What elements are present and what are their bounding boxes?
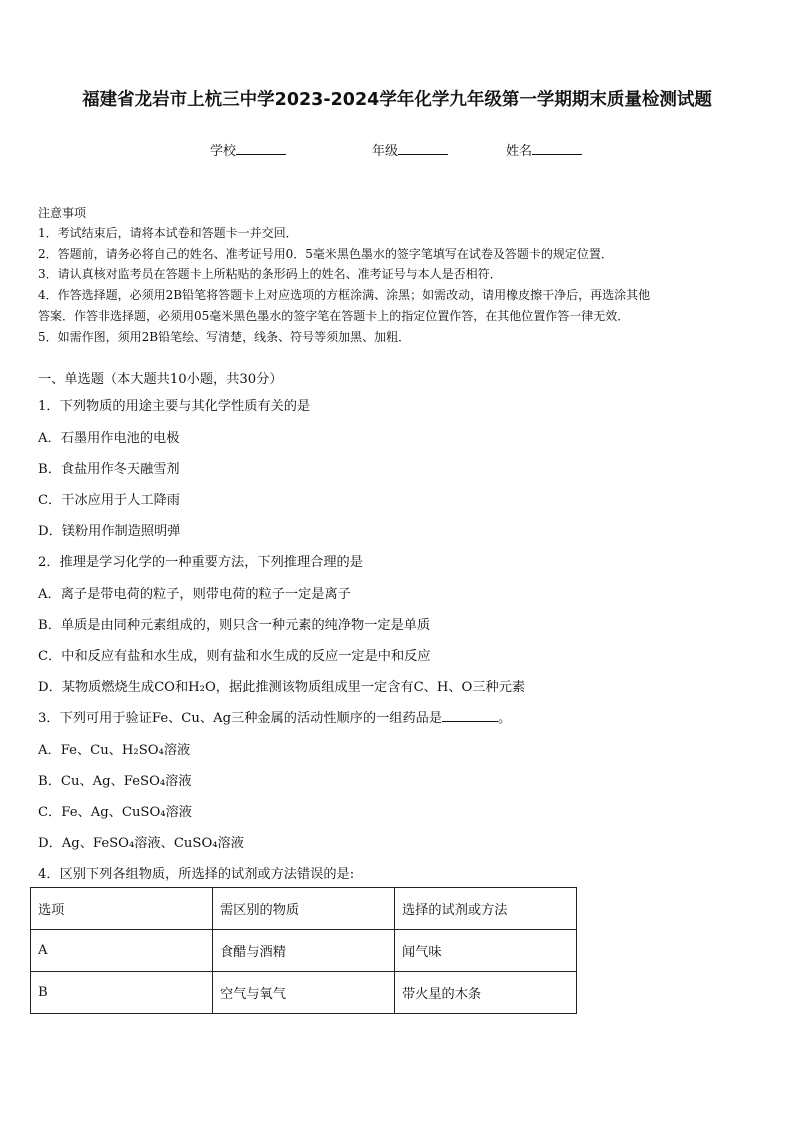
section-heading: 一、单选题（本大题共10小题，共30分）: [38, 372, 283, 387]
question-3-option-a: A．Fe、Cu、H₂SO₄溶液: [38, 743, 191, 758]
notice-heading: 注意事项: [38, 206, 87, 220]
page-title: 福建省龙岩市上杭三中学2023-2024学年化学九年级第一学期期末质量检测试题: [82, 90, 712, 110]
table-cell: 食醋与酒精: [213, 930, 395, 972]
grade-label: 年级: [372, 144, 399, 159]
question-2-option-c: C．中和反应有盐和水生成，则有盐和水生成的反应一定是中和反应: [38, 649, 431, 664]
table-cell: B: [31, 972, 213, 1014]
name-blank: [532, 142, 582, 155]
notice-item: 2．答题前，请务必将自己的姓名、准考证号用0．5毫米黑色墨水的签字笔填写在试卷及答题卡的规定位置．: [38, 247, 613, 261]
notice-item: 1．考试结束后，请将本试卷和答题卡一并交回．: [38, 226, 298, 240]
question-3-stem-line: [38, 707, 511, 726]
question-3-stem-end: 。: [498, 711, 512, 726]
table-cell: 闻气味: [395, 930, 577, 972]
name-field: [506, 140, 582, 159]
table-row: [31, 972, 577, 1014]
table-header-cell: 选择的试剂或方法: [395, 888, 577, 930]
question-1-option-d: D．镁粉用作制造照明弹: [38, 524, 181, 539]
table-row: [31, 930, 577, 972]
grade-field: [372, 140, 448, 159]
notice-item: 5．如需作图，须用2B铅笔绘、写清楚，线条、符号等须加黑、加粗．: [38, 330, 411, 344]
question-3-option-c: C．Fe、Ag、CuSO₄溶液: [38, 805, 192, 820]
table-cell: A: [31, 930, 213, 972]
question-1-option-a: A．石墨用作电池的电极: [38, 431, 180, 446]
question-1-stem: 1．下列物质的用途主要与其化学性质有关的是: [38, 399, 311, 414]
school-field: [210, 140, 286, 159]
table-header-row: [31, 888, 577, 930]
notice-item: 答案．作答非选择题，必须用05毫米黑色墨水的签字笔在答题卡上的指定位置作答，在其他位置作答一律无效．: [38, 309, 630, 323]
answer-blank: [442, 709, 498, 722]
question-2-stem: 2．推理是学习化学的一种重要方法，下列推理合理的是: [38, 555, 363, 570]
question-3-option-d: D．Ag、FeSO₄溶液、CuSO₄溶液: [38, 836, 244, 851]
name-label: 姓名: [506, 144, 533, 159]
grade-blank: [398, 142, 448, 155]
question-1-option-c: C．干冰应用于人工降雨: [38, 493, 180, 508]
table-cell: 带火星的木条: [395, 972, 577, 1014]
table-header-cell: 选项: [31, 888, 213, 930]
question-2-option-b: B．单质是由同种元素组成的，则只含一种元素的纯净物一定是单质: [38, 618, 431, 633]
question-1-option-b: B．食盐用作冬天融雪剂: [38, 462, 180, 477]
question-3-stem: 3．下列可用于验证Fe、Cu、Ag三种金属的活动性顺序的一组药品是: [38, 711, 443, 726]
notice-item: 3．请认真核对监考员在答题卡上所粘贴的条形码上的姓名、准考证号与本人是否相符．: [38, 267, 502, 281]
table-cell: 空气与氧气: [213, 972, 395, 1014]
question-3-option-b: B．Cu、Ag、FeSO₄溶液: [38, 774, 192, 789]
question-2-option-a: A．离子是带电荷的粒子，则带电荷的粒子一定是离子: [38, 587, 351, 602]
table-header-cell: 需区别的物质: [213, 888, 395, 930]
school-label: 学校: [210, 144, 237, 159]
school-blank: [236, 142, 286, 155]
question-2-option-d: D．某物质燃烧生成CO和H₂O，据此推测该物质组成里一定含有C、H、O三种元素: [38, 680, 526, 695]
question-4-table: [30, 887, 577, 1014]
notice-item: 4．作答选择题，必须用2B铅笔将答题卡上对应选项的方框涂满、涂黑；如需改动，请用橡皮擦干净后，再选涂其他: [38, 288, 651, 302]
question-4-stem: 4．区别下列各组物质，所选择的试剂或方法错误的是:: [38, 867, 355, 882]
